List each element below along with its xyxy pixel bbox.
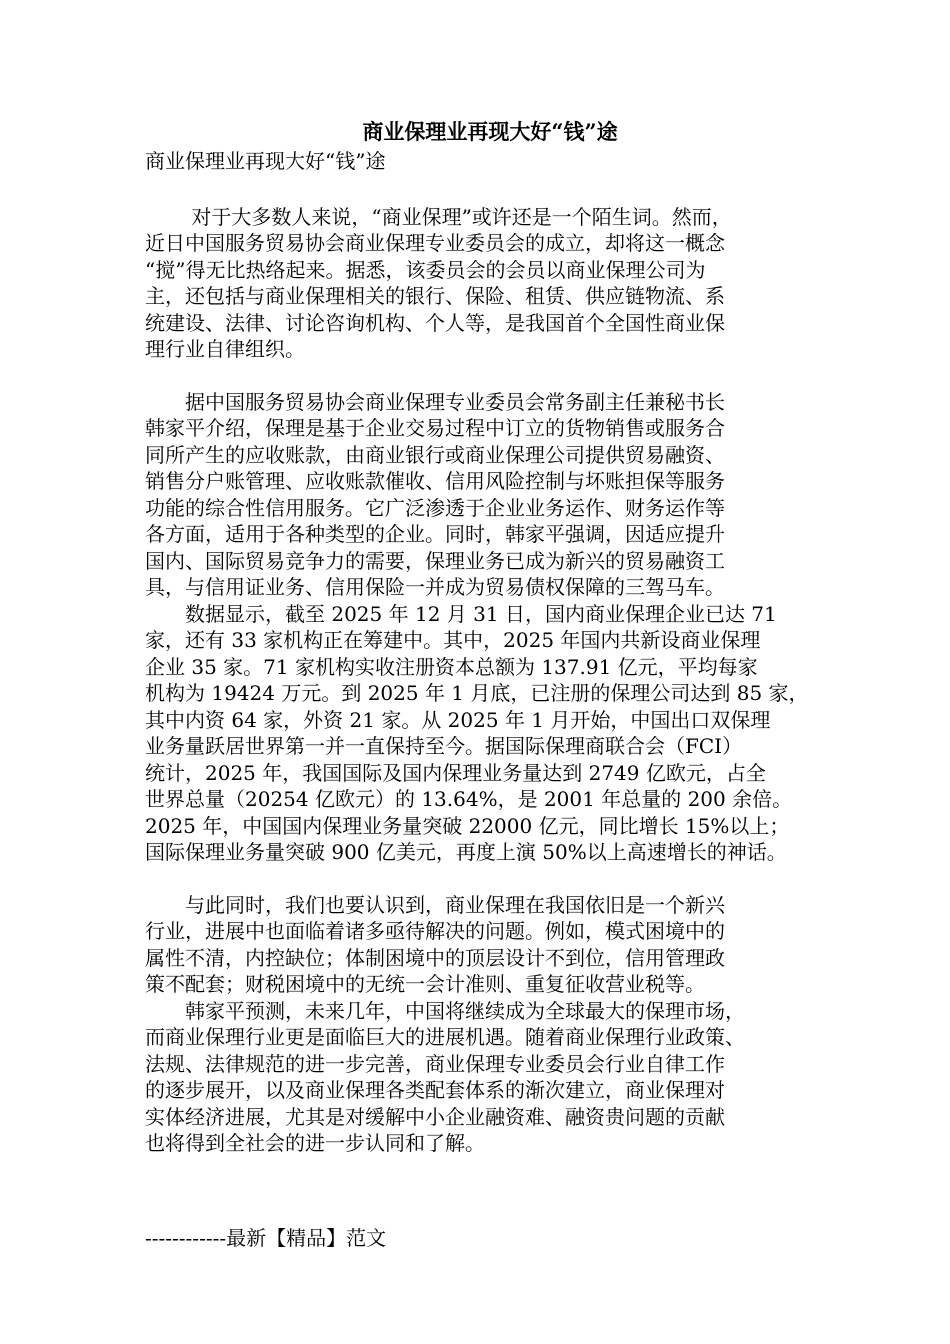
paragraph-line: 理行业自律组织。 <box>145 337 305 361</box>
paragraph-line: 实体经济进展，尤其是对缓解中小企业融资难、融资贵问题的贡献 <box>145 1104 725 1129</box>
paragraph-line: 机构为 19424 万元。到 2025 年 1 月底，已注册的保理公司达到 85 家， <box>145 681 809 705</box>
paragraph-1 <box>145 204 825 363</box>
paragraph-line: 韩家平介绍，保理是基于企业交易过程中订立的货物销售或服务合 <box>145 416 725 440</box>
footer-note: ------------最新【精品】范文 <box>145 1225 387 1250</box>
paragraph-line: 企业 35 家。71 家机构实收注册资本总额为 137.91 亿元，平均每家 <box>145 654 758 679</box>
paragraph-line: 世界总量（20254 亿欧元）的 13.64%，是 2001 年总量的 200 余倍。 <box>145 787 793 811</box>
paragraph-line: 法规、法律规范的进一步完善，商业保理专业委员会行业自律工作 <box>145 1051 725 1076</box>
paragraph-line: 属性不清，内控缺位；体制困境中的顶层设计不到位，信用管理政 <box>145 945 725 970</box>
paragraph-line: 近日中国服务贸易协会商业保理专业委员会的成立，却将这一概念 <box>145 231 725 255</box>
paragraph-line: 策不配套；财税困境中的无统一会计准则、重复征收营业税等。 <box>145 972 705 996</box>
paragraph-line: 统建设、法律、讨论咨询机构、个人等，是我国首个全国性商业保 <box>145 310 725 335</box>
paragraph-line: 韩家平预测，未来几年，中国将继续成为全球最大的保理市场， <box>145 998 745 1023</box>
document-title: 商业保理业再现大好“钱”途 <box>362 119 618 144</box>
paragraph-line: 数据显示，截至 2025 年 12 月 31 日，国内商业保理企业已达 71 <box>145 601 777 626</box>
paragraph-line: 2025 年，中国国内保理业务量突破 22000 亿元，同比增长 15%以上； <box>145 813 790 838</box>
paragraph-line: 主，还包括与商业保理相关的银行、保险、租赁、供应链物流、系 <box>145 284 725 308</box>
paragraph-line: 统计，2025 年，我国国际及国内保理业务量达到 2749 亿欧元，占全 <box>145 760 766 785</box>
document-subtitle: 商业保理业再现大好“钱”途 <box>145 149 386 173</box>
paragraph-line: 各方面，适用于各种类型的企业。同时，韩家平强调，因适应提升 <box>145 522 725 546</box>
paragraph-line: 销售分户账管理、应收账款催收、信用风险控制与坏账担保等服务 <box>145 469 725 493</box>
paragraph-line: 其中内资 64 家，外资 21 家。从 2025 年 1 月开始，中国出口双保理 <box>145 707 771 732</box>
paragraph-line: 的逐步展开，以及商业保理各类配套体系的渐次建立，商业保理对 <box>145 1078 725 1102</box>
paragraph-line: 对于大多数人来说，“商业保理”或许还是一个陌生词。然而， <box>145 204 732 229</box>
paragraph-line: 与此同时，我们也要认识到，商业保理在我国依旧是一个新兴 <box>145 892 725 917</box>
paragraph-line: 国际保理业务量突破 900 亿美元，再度上演 50%以上高速增长的神话。 <box>145 840 787 864</box>
paragraph-line: 家，还有 33 家机构正在筹建中。其中，2025 年国内共新设商业保理 <box>145 628 761 652</box>
paragraph-line: 功能的综合性信用服务。它广泛渗透于企业业务运作、财务运作等 <box>145 495 725 520</box>
paragraph-line: 行业，进展中也面临着诸多亟待解决的问题。例如，模式困境中的 <box>145 919 725 943</box>
paragraph-line: 国内、国际贸易竞争力的需要，保理业务已成为新兴的贸易融资工 <box>145 548 725 573</box>
paragraph-line: 据中国服务贸易协会商业保理专业委员会常务副主任兼秘书长 <box>145 389 725 414</box>
paragraph-2 <box>145 389 825 601</box>
document-page <box>145 118 825 1251</box>
paragraph-3 <box>145 601 825 866</box>
paragraph-line: 业务量跃居世界第一并一直保持至今。据国际保理商联合会（FCI） <box>145 734 743 758</box>
paragraph-line: 具，与信用证业务、信用保险一并成为贸易债权保障的三驾马车。 <box>145 575 725 599</box>
paragraph-line: “搅”得无比热络起来。据悉，该委员会的会员以商业保理公司为 <box>145 257 706 282</box>
paragraph-line: 同所产生的应收账款，由商业银行或商业保理公司提供贸易融资、 <box>145 442 725 467</box>
paragraph-5 <box>145 998 825 1157</box>
paragraph-4 <box>145 892 825 998</box>
paragraph-line: 也将得到全社会的进一步认同和了解。 <box>145 1131 485 1155</box>
paragraph-line: 而商业保理行业更是面临巨大的进展机遇。随着商业保理行业政策、 <box>145 1025 745 1049</box>
